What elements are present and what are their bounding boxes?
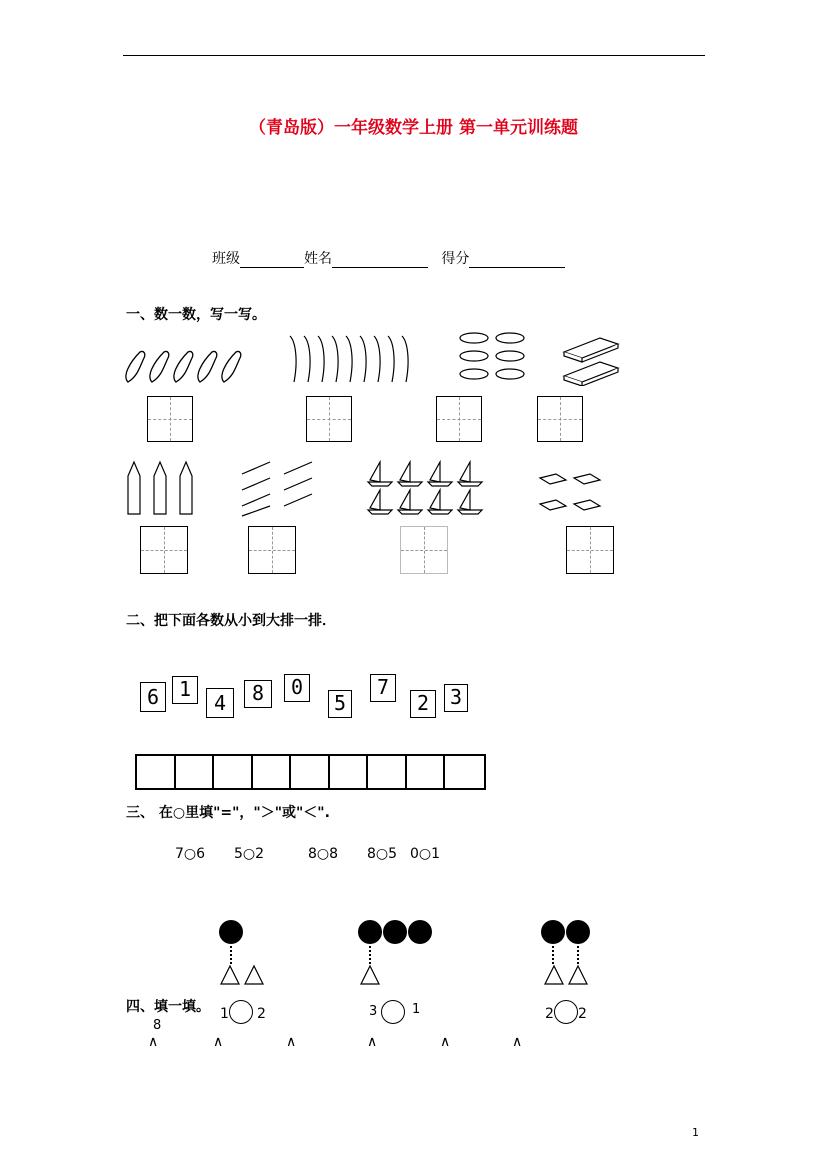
compare-item[interactable]: 8○5 bbox=[367, 846, 398, 862]
number-card: 6 bbox=[140, 682, 166, 712]
number-card: 8 bbox=[244, 680, 272, 708]
section3-heading: 三、 在○里填"="，"＞"或"＜". bbox=[126, 805, 330, 821]
black-dot bbox=[219, 920, 243, 944]
shrimps-picture bbox=[284, 332, 424, 386]
eggplants-picture bbox=[122, 346, 252, 386]
answer-box-pencils[interactable] bbox=[140, 526, 188, 574]
branch-caret: ∧ bbox=[148, 1034, 159, 1050]
fill-group-left-1: 1 bbox=[220, 1006, 229, 1022]
branch-caret: ∧ bbox=[367, 1034, 378, 1050]
ordering-answer-box[interactable] bbox=[445, 756, 484, 788]
black-dot bbox=[383, 920, 407, 944]
compare-item[interactable]: 0○1 bbox=[410, 846, 441, 862]
fill-group-right-3: 2 bbox=[578, 1006, 587, 1022]
fill-group-left-2: 3 bbox=[369, 1004, 378, 1019]
answer-box-eggplants[interactable] bbox=[147, 396, 193, 442]
dotted-connector bbox=[230, 946, 232, 964]
class-field[interactable] bbox=[240, 253, 304, 268]
number-card: 2 bbox=[410, 690, 436, 718]
branch-caret: ∧ bbox=[213, 1034, 224, 1050]
info-line bbox=[212, 248, 565, 268]
class-label: 班级 bbox=[212, 251, 240, 267]
ordering-answer-box[interactable] bbox=[407, 756, 446, 788]
triangles-icon bbox=[543, 964, 591, 986]
page-title: （青岛版）一年级数学上册 第一单元训练题 bbox=[249, 118, 578, 138]
section4-heading: 四、填一填。 bbox=[126, 999, 210, 1015]
black-dot bbox=[408, 920, 432, 944]
ordering-answer-row bbox=[135, 754, 486, 790]
compare-item[interactable]: 8○8 bbox=[308, 846, 339, 862]
triangles-icon bbox=[219, 964, 267, 986]
header-rule bbox=[123, 55, 705, 56]
dotted-connector bbox=[552, 946, 554, 964]
name-label: 姓名 bbox=[304, 251, 332, 267]
number-card: 1 bbox=[172, 676, 198, 704]
answer-box-sailboats[interactable] bbox=[400, 526, 448, 574]
score-field[interactable] bbox=[469, 253, 565, 268]
fill-circle[interactable] bbox=[381, 1000, 405, 1024]
answer-box-birds[interactable] bbox=[566, 526, 614, 574]
number-card: 3 bbox=[444, 684, 468, 712]
fill-group-right-2: 1 bbox=[412, 1002, 421, 1017]
ordering-answer-box[interactable] bbox=[214, 756, 253, 788]
compare-item[interactable]: 5○2 bbox=[234, 846, 265, 862]
ordering-answer-box[interactable] bbox=[330, 756, 369, 788]
name-field[interactable] bbox=[332, 253, 428, 268]
ordering-answer-box[interactable] bbox=[291, 756, 330, 788]
triangle-icon bbox=[359, 964, 383, 986]
dotted-connector bbox=[577, 946, 579, 964]
number-card: 0 bbox=[284, 674, 310, 702]
answer-box-carrots[interactable] bbox=[248, 526, 296, 574]
bowls-picture bbox=[458, 330, 530, 384]
score-label: 得分 bbox=[441, 251, 470, 267]
top-number: 8 bbox=[153, 1018, 162, 1033]
section2-heading: 二、把下面各数从小到大排一排． bbox=[126, 613, 336, 629]
compare-item[interactable]: 7○6 bbox=[175, 846, 206, 862]
black-dot bbox=[566, 920, 590, 944]
ordering-answer-box[interactable] bbox=[137, 756, 176, 788]
pencils-picture bbox=[124, 460, 196, 516]
fill-group-left-3: 2 bbox=[545, 1006, 554, 1022]
dotted-connector bbox=[369, 946, 371, 964]
answer-box-shrimps[interactable] bbox=[306, 396, 352, 442]
answer-box-books[interactable] bbox=[537, 396, 583, 442]
answer-box-bowls[interactable] bbox=[436, 396, 482, 442]
sailboats-picture bbox=[366, 460, 490, 516]
page-number: 1 bbox=[692, 1126, 699, 1139]
branch-caret: ∧ bbox=[440, 1034, 451, 1050]
number-card: 5 bbox=[328, 690, 352, 718]
branch-caret: ∧ bbox=[512, 1034, 523, 1050]
birds-picture bbox=[536, 462, 608, 514]
ordering-answer-box[interactable] bbox=[253, 756, 292, 788]
fill-group-right-1: 2 bbox=[257, 1006, 266, 1022]
number-card: 7 bbox=[370, 674, 396, 702]
carrots-picture bbox=[240, 456, 320, 518]
books-picture bbox=[560, 334, 620, 386]
branch-caret: ∧ bbox=[286, 1034, 297, 1050]
fill-circle[interactable] bbox=[554, 1000, 578, 1024]
ordering-answer-box[interactable] bbox=[368, 756, 407, 788]
black-dot bbox=[358, 920, 382, 944]
fill-circle[interactable] bbox=[229, 1000, 253, 1024]
ordering-answer-box[interactable] bbox=[176, 756, 215, 788]
number-card: 4 bbox=[206, 688, 234, 718]
black-dot bbox=[541, 920, 565, 944]
section1-heading: 一、数一数，写一写。 bbox=[126, 307, 266, 323]
